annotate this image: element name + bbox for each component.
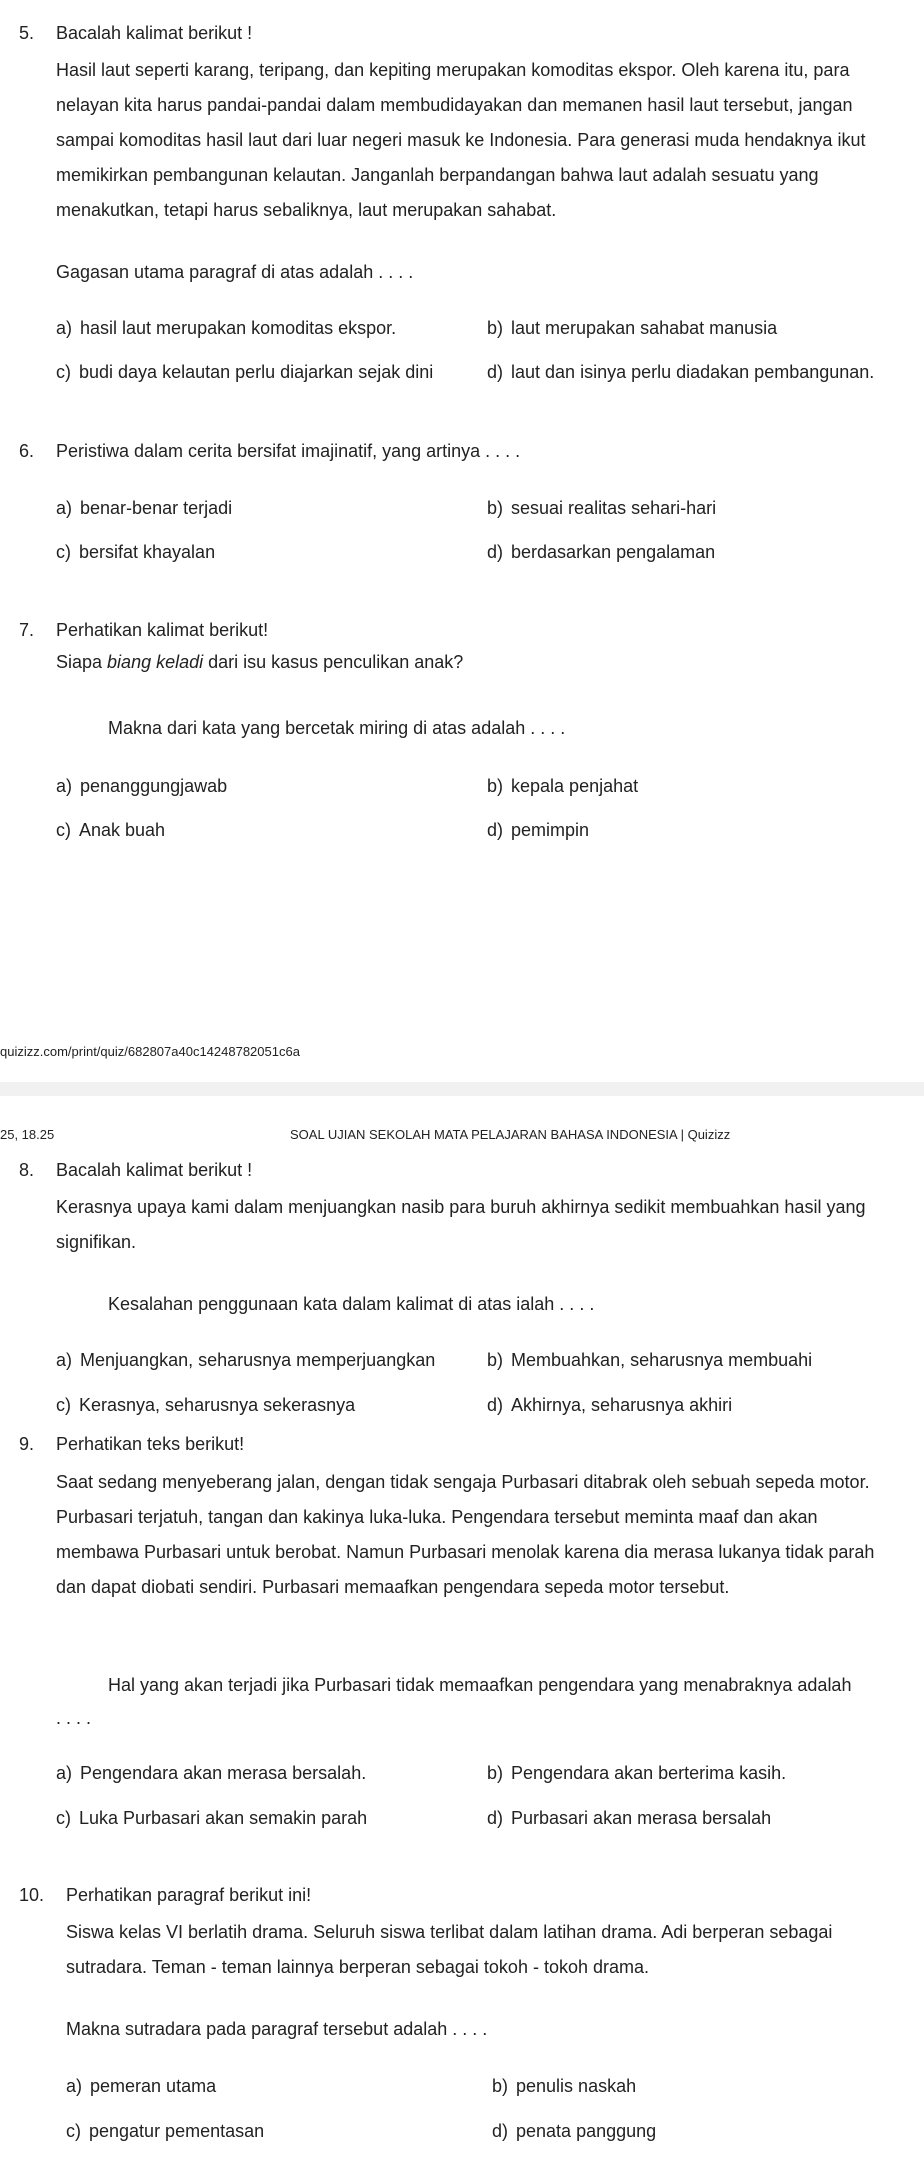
question-8-option-b[interactable]: b) Membuahkan, seharusnya membuahi: [487, 1350, 813, 1370]
question-10-question: Makna sutradara pada paragraf tersebut adalah . . . .: [66, 2019, 488, 2039]
question-8-question: Kesalahan penggunaan kata dalam kalimat di atas ialah . . . .: [108, 1294, 595, 1314]
question-6-prompt: Peristiwa dalam cerita bersifat imajinatif, yang artinya . . . .: [56, 441, 521, 461]
question-6-option-b[interactable]: b) sesuai realitas sehari-hari: [487, 498, 717, 518]
question-8-option-a[interactable]: a) Menjuangkan, seharusnya memperjuangkan: [56, 1350, 436, 1370]
question-9-question: Hal yang akan terjadi jika Purbasari tidak memaafkan pengendara yang menabraknya adalah: [108, 1675, 852, 1695]
question-9-option-b[interactable]: b) Pengendara akan berterima kasih.: [487, 1763, 787, 1783]
question-9-number: 9.: [19, 1434, 35, 1454]
page-header-date: 25, 18.25: [0, 1127, 55, 1142]
question-5-passage: Hasil laut seperti karang, teripang, dan kepiting merupakan komoditas ekspor. Oleh karena itu, para nelayan kita harus pandai-pandai dalam membudidayakan dan memanen hasil laut tersebut, jangan sampai komoditas hasil laut dari luar negeri masuk ke Indonesia. Para generasi muda hendaknya ikut memikirkan pembangunan kelautan. Janganlah berpandangan bahwa laut adalah sesuatu yang menakutkan, tetapi harus sebaliknya, laut merupakan sahabat.: [56, 60, 866, 220]
question-10-prompt: Perhatikan paragraf berikut ini!: [66, 1885, 312, 1905]
question-8-option-c[interactable]: c) Kerasnya, seharusnya sekerasnya: [56, 1395, 356, 1415]
question-5-prompt: Bacalah kalimat berikut !: [56, 23, 253, 43]
question-7-option-d[interactable]: d) pemimpin: [487, 820, 590, 840]
question-9-passage: Saat sedang menyeberang jalan, dengan tidak sengaja Purbasari ditabrak oleh sebuah sepeda motor. Purbasari terjatuh, tangan dan kakinya luka-luka. Pengendara tersebut meminta maaf dan akan membawa Purbasari untuk berobat. Namun Purbasari menolak karena dia merasa lukanya tidak parah dan dapat diobati sendiri. Purbasari memaafkan pengendara sepeda motor tersebut.: [56, 1472, 875, 1597]
question-10-option-c[interactable]: c) pengatur pementasan: [66, 2121, 265, 2141]
question-10-option-b[interactable]: b) penulis naskah: [492, 2076, 637, 2096]
question-5-option-a[interactable]: a) hasil laut merupakan komoditas ekspor.: [56, 318, 397, 338]
question-6-option-d[interactable]: d) berdasarkan pengalaman: [487, 542, 716, 562]
question-10-number: 10.: [19, 1885, 45, 1905]
question-7-question: Makna dari kata yang bercetak miring di atas adalah . . . .: [108, 718, 566, 738]
question-7-prompt: Perhatikan kalimat berikut!: [56, 620, 269, 640]
question-10-option-a[interactable]: a) pemeran utama: [66, 2076, 217, 2096]
question-8-prompt: Bacalah kalimat berikut !: [56, 1160, 253, 1180]
question-9-question-ellipsis: . . . .: [56, 1708, 92, 1728]
question-7-option-c[interactable]: c) Anak buah: [56, 820, 166, 840]
page-break: [0, 1082, 924, 1096]
question-7-number: 7.: [19, 620, 35, 640]
question-5-option-c[interactable]: c) budi daya kelautan perlu diajarkan sejak dini: [56, 362, 434, 382]
page-footer-url: quizizz.com/print/quiz/682807a40c14248782051c6a: [0, 1044, 300, 1059]
question-6-option-a[interactable]: a) benar-benar terjadi: [56, 498, 233, 518]
question-9-option-c[interactable]: c) Luka Purbasari akan semakin parah: [56, 1808, 368, 1828]
question-8-passage: Kerasnya upaya kami dalam menjuangkan nasib para buruh akhirnya sedikit membuahkan hasil yang signifikan.: [56, 1197, 866, 1252]
question-9-option-a[interactable]: a) Pengendara akan merasa bersalah.: [56, 1763, 367, 1783]
question-10-passage: Siswa kelas VI berlatih drama. Seluruh siswa terlibat dalam latihan drama. Adi berperan sebagai sutradara. Teman - teman lainnya berperan sebagai tokoh - tokoh drama.: [66, 1922, 833, 1977]
question-10-option-d[interactable]: d) penata panggung: [492, 2121, 657, 2141]
question-8-option-d[interactable]: d) Akhirnya, seharusnya akhiri: [487, 1395, 733, 1415]
question-5-question: Gagasan utama paragraf di atas adalah . . . .: [56, 262, 414, 282]
question-5-option-d[interactable]: d) laut dan isinya perlu diadakan pembangunan.: [487, 362, 875, 382]
question-6-option-c[interactable]: c) bersifat khayalan: [56, 542, 216, 562]
question-9-option-d[interactable]: d) Purbasari akan merasa bersalah: [487, 1808, 772, 1828]
page-header-title: SOAL UJIAN SEKOLAH MATA PELAJARAN BAHASA INDONESIA | Quizizz: [290, 1127, 731, 1142]
question-7-option-b[interactable]: b) kepala penjahat: [487, 776, 639, 796]
question-6-number: 6.: [19, 441, 35, 461]
question-9-prompt: Perhatikan teks berikut!: [56, 1434, 245, 1454]
question-5-number: 5.: [19, 23, 35, 43]
question-7-sentence: Siapa biang keladi dari isu kasus penculikan anak?: [56, 652, 464, 672]
question-5-option-b[interactable]: b) laut merupakan sahabat manusia: [487, 318, 778, 338]
question-8-number: 8.: [19, 1160, 35, 1180]
italic-phrase: biang keladi: [107, 652, 204, 672]
question-7-option-a[interactable]: a) penanggungjawab: [56, 776, 228, 796]
